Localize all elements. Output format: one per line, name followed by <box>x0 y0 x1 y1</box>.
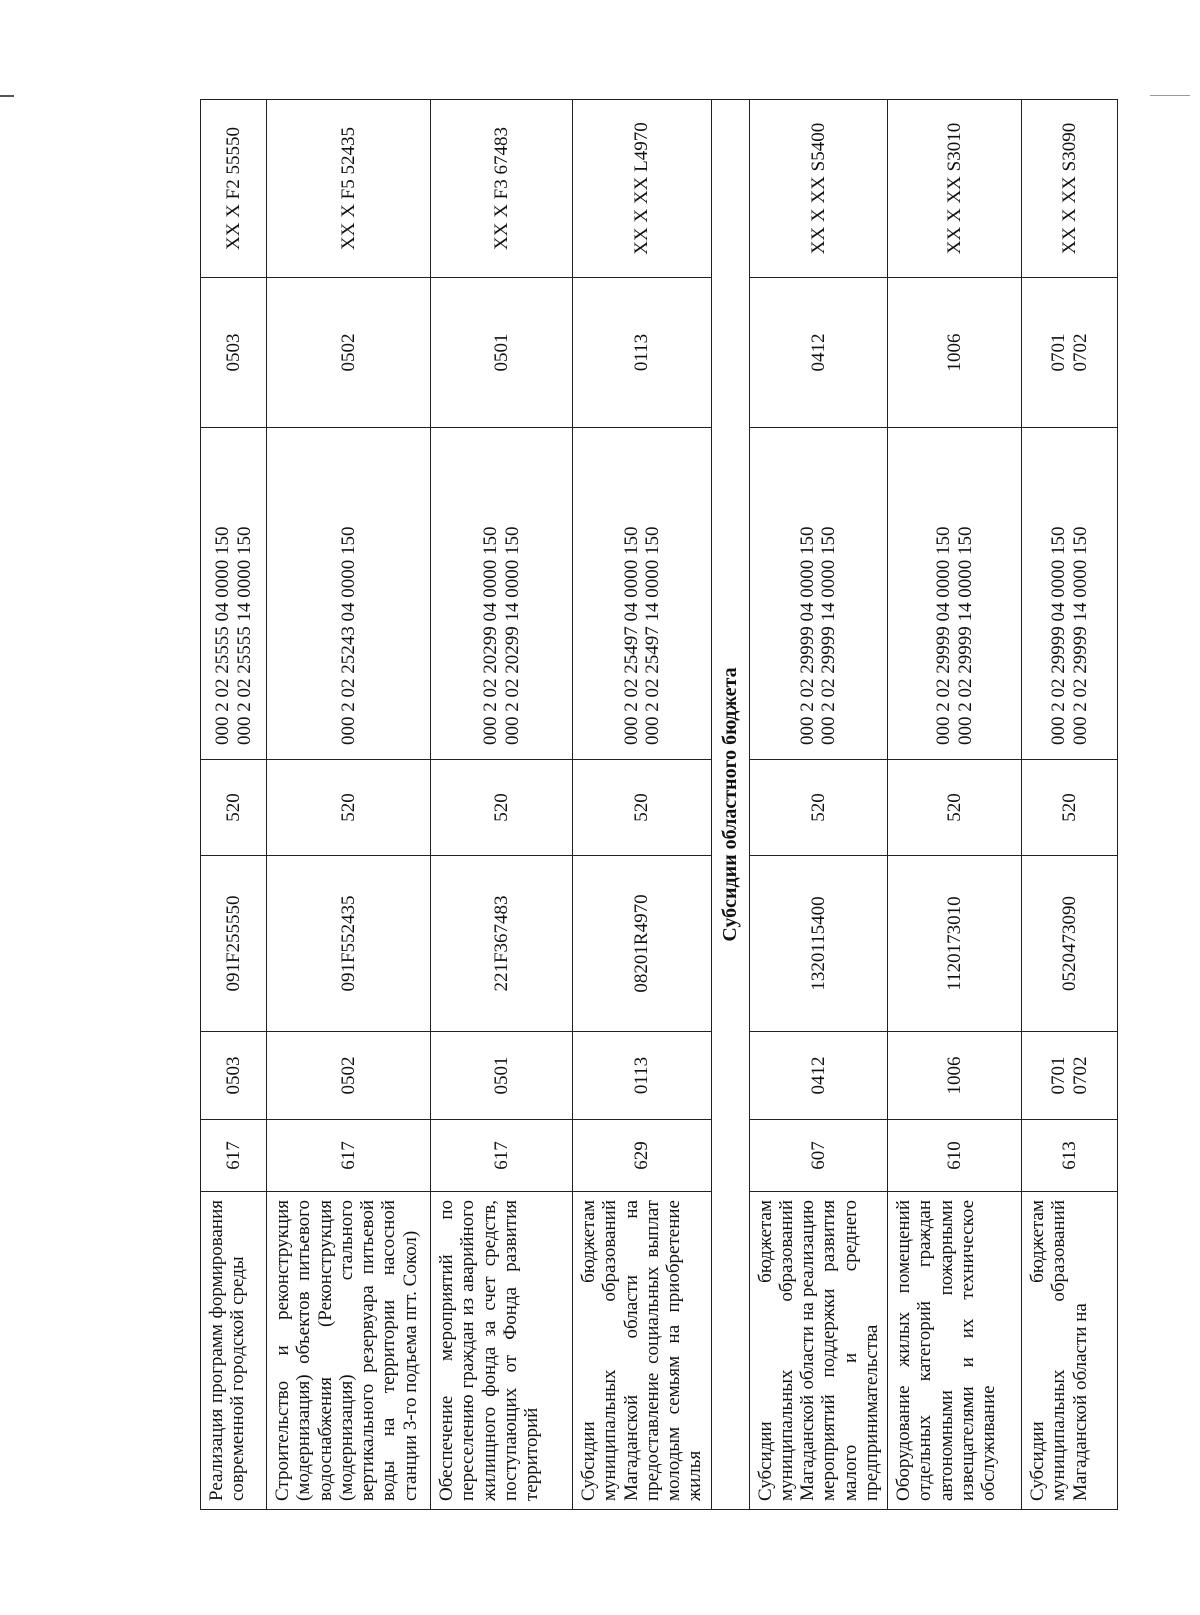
target-article-code: 091F552435 <box>267 856 431 1032</box>
table-row <box>431 100 573 1510</box>
classification-code: XX X F5 52435 <box>267 100 431 278</box>
scan-mark <box>1150 95 1190 96</box>
income-section-code: 0701 0702 <box>1022 278 1118 428</box>
admin-code: 617 <box>431 1120 573 1192</box>
row-description: Субсидии бюджетам муниципальных образований Магаданской области на реализацию мероприятий поддержки развития малого и среднего предпринимательства <box>749 1192 888 1510</box>
income-section-code: 0503 <box>201 278 267 428</box>
table-row <box>201 100 267 1510</box>
section-code: 0502 <box>267 1032 431 1120</box>
section-header-row <box>711 100 749 1510</box>
row-description: Реализация программ формирования современной городской среды <box>201 1192 267 1510</box>
expense-type-code: 520 <box>573 760 712 856</box>
admin-code: 629 <box>573 1120 712 1192</box>
scan-mark <box>0 95 14 97</box>
target-article-code: 1120173010 <box>888 856 1022 1032</box>
income-section-code: 0501 <box>431 278 573 428</box>
classification-code: XX X XX L4970 <box>573 100 712 278</box>
income-kbk-code: 000 2 02 29999 04 0000 150 000 2 02 29999 14 0000 150 <box>1022 428 1118 760</box>
section-title: Субсидии областного бюджета <box>711 100 749 1510</box>
income-kbk-code: 000 2 02 20299 04 0000 150 000 2 02 20299 14 0000 150 <box>431 428 573 760</box>
target-article-code: 091F255550 <box>201 856 267 1032</box>
expense-type-code: 520 <box>1022 760 1118 856</box>
section-code: 0503 <box>201 1032 267 1120</box>
target-article-code: 0520473090 <box>1022 856 1118 1032</box>
section-code: 1006 <box>888 1032 1022 1120</box>
classification-code: XX X F2 55550 <box>201 100 267 278</box>
target-article-code: 221F367483 <box>431 856 573 1032</box>
expense-type-code: 520 <box>431 760 573 856</box>
admin-code: 617 <box>267 1120 431 1192</box>
section-code: 0412 <box>749 1032 888 1120</box>
expense-type-code: 520 <box>267 760 431 856</box>
classification-code: XX X XX S5400 <box>749 100 888 278</box>
admin-code: 607 <box>749 1120 888 1192</box>
section-code: 0501 <box>431 1032 573 1120</box>
row-description: Субсидии бюджетам муниципальных образований Магаданской области на <box>1022 1192 1118 1510</box>
row-description: Оборудование жилых помещений отдельных категорий граждан автономными пожарными извещателями и их техническое обслуживание <box>888 1192 1022 1510</box>
rows-before-section <box>201 100 1118 1510</box>
row-description: Строительство и реконструкция (модернизация) объектов питьевого водоснабжения (Реконструкция (модернизация) стального вертикального резервуара питьевой воды на территории насосной станции 3-го подъема пгт. Сокол) <box>267 1192 431 1510</box>
admin-code: 610 <box>888 1120 1022 1192</box>
row-description: Обеспечение мероприятий по переселению граждан из аварийного жилищного фонда за счет средств, поступающих от Фонда развития территорий <box>431 1192 573 1510</box>
section-code: 0701 0702 <box>1022 1032 1118 1120</box>
income-kbk-code: 000 2 02 25497 04 0000 150 000 2 02 25497 14 0000 150 <box>573 428 712 760</box>
target-article-code: 1320115400 <box>749 856 888 1032</box>
budget-table <box>200 99 1118 1510</box>
expense-type-code: 520 <box>201 760 267 856</box>
classification-code: XX X XX S3090 <box>1022 100 1118 278</box>
income-section-code: 0412 <box>749 278 888 428</box>
classification-code: XX X F3 67483 <box>431 100 573 278</box>
section-code: 0113 <box>573 1032 712 1120</box>
table-row <box>888 100 1022 1510</box>
income-kbk-code: 000 2 02 25243 04 0000 150 <box>267 428 431 760</box>
income-section-code: 0113 <box>573 278 712 428</box>
expense-type-code: 520 <box>749 760 888 856</box>
income-kbk-code: 000 2 02 29999 04 0000 150 000 2 02 29999 14 0000 150 <box>888 428 1022 760</box>
table-row <box>749 100 888 1510</box>
table-row <box>573 100 712 1510</box>
expense-type-code: 520 <box>888 760 1022 856</box>
admin-code: 613 <box>1022 1120 1118 1192</box>
income-kbk-code: 000 2 02 29999 04 0000 150 000 2 02 29999 14 0000 150 <box>749 428 888 760</box>
income-section-code: 0502 <box>267 278 431 428</box>
classification-code: XX X XX S3010 <box>888 100 1022 278</box>
income-section-code: 1006 <box>888 278 1022 428</box>
income-kbk-code: 000 2 02 25555 04 0000 150 000 2 02 25555 14 0000 150 <box>201 428 267 760</box>
rotated-page <box>200 100 1100 1510</box>
table-row <box>267 100 431 1510</box>
admin-code: 617 <box>201 1120 267 1192</box>
row-description: Субсидии бюджетам муниципальных образований Магаданской области на предоставление социальных выплат молодым семьям на приобретение жилья <box>573 1192 712 1510</box>
target-article-code: 08201R4970 <box>573 856 712 1032</box>
table-row <box>1022 100 1118 1510</box>
